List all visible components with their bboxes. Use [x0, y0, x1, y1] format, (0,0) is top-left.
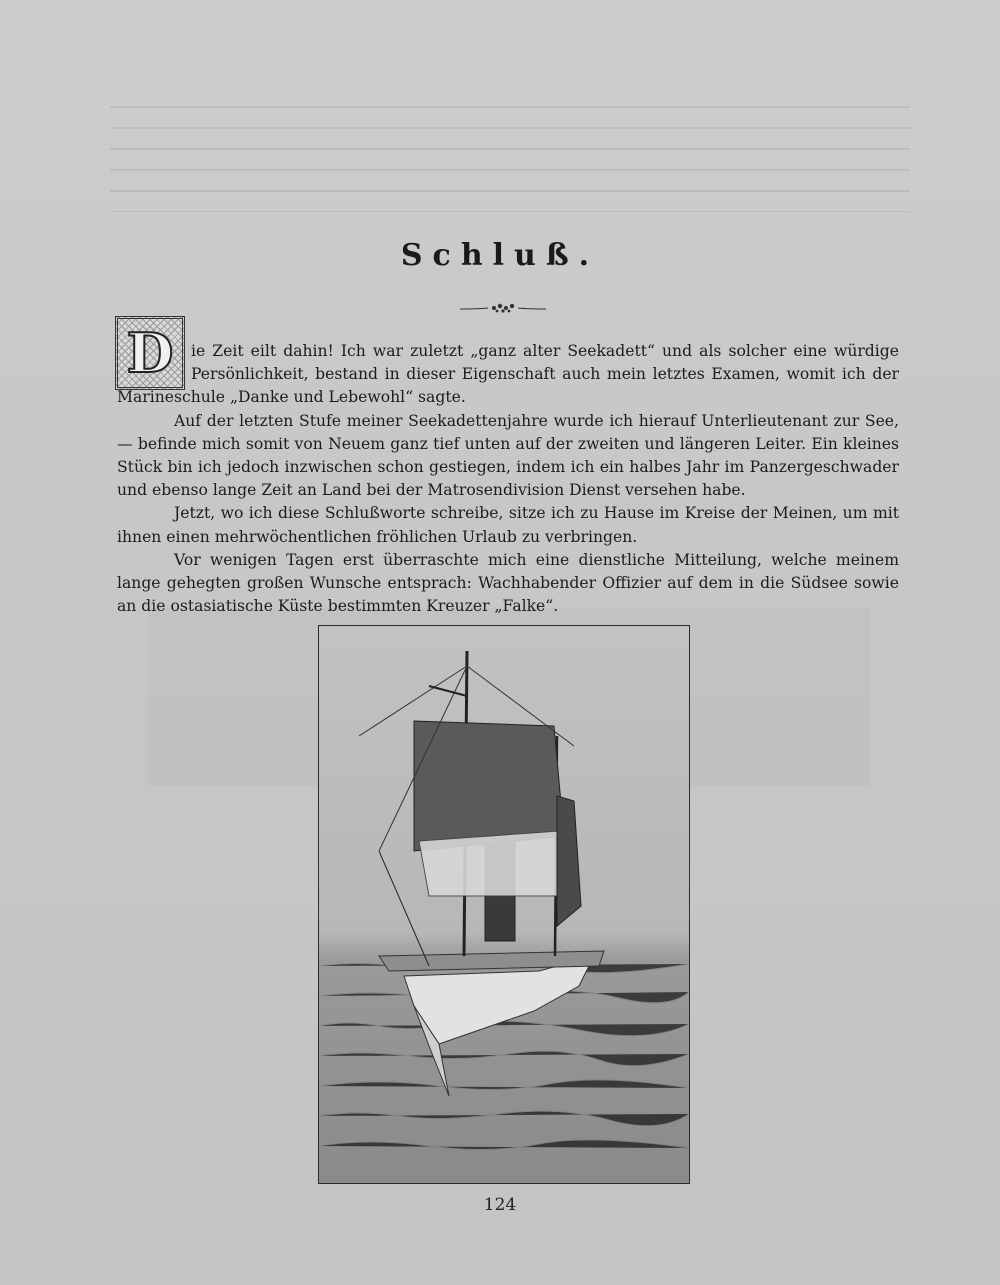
paragraph-2: Auf der letzten Stufe meiner Seekadettenjahre wurde ich hierauf Unterlieutenant zur See, — befinde mich somit von Neuem ganz tief unten auf der zweiten und längeren Leiter. Ein kleines Stück bin ich jedoch inzwischen schon gestiegen, indem ich ein halbes Jahr im Panzergeschwader und ebenso lange Zeit an Land bei der Matrosendivision Dienst versehen habe.: [117, 411, 899, 500]
ship-illustration: [318, 625, 690, 1184]
chapter-title: Schluß.: [400, 238, 600, 273]
body-text: [117, 340, 899, 618]
bleed-through-text: [110, 92, 910, 212]
page-number: 124: [483, 1195, 517, 1215]
paragraph-4: Vor wenigen Tagen erst überraschte mich eine dienstliche Mitteilung, welche meinem lange gehegten großen Wunsche entsprach: Wachhabender Offizier auf dem in die Südsee sowie an die ostasiatische Küste bestimmten Kreuzer „Falke“.: [117, 550, 899, 616]
paragraph-3: Jetzt, wo ich diese Schlußworte schreibe, sitze ich zu Hause im Kreise der Meinen, um mit ihnen einen mehrwöchentlichen fröhlichen Urlaub zu verbringen.: [117, 504, 899, 546]
title-ornament-icon: [458, 300, 548, 316]
initial-letter: D: [126, 321, 174, 385]
paragraph-1: ie Zeit eilt dahin! Ich war zuletzt „ganz alter Seekadett“ und als solcher eine würdige Persönlichkeit, bestand in dieser Eigenschaft auch mein letztes Examen, womit ich der Marineschule „Danke und Lebewohl“ sagte.: [117, 342, 899, 407]
